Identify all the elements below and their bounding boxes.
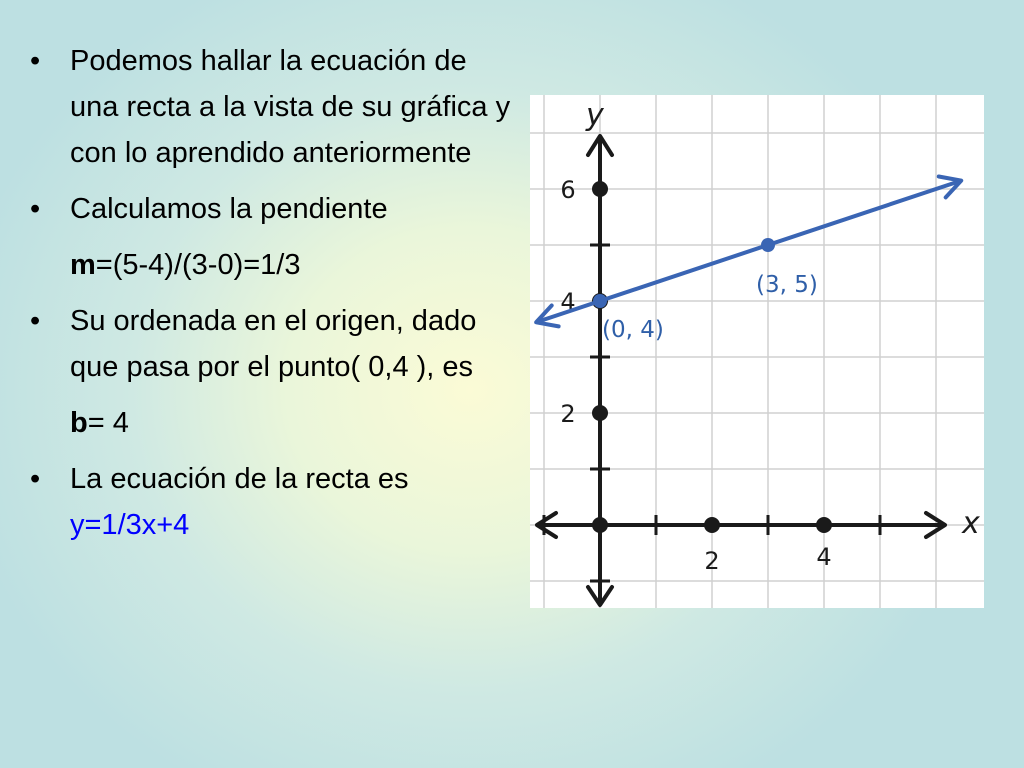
x-tick-label: 2: [704, 547, 720, 575]
point-3-5: [761, 238, 775, 252]
y-axis-label: y: [586, 98, 604, 133]
graph-panel: [530, 95, 984, 608]
point-label: (3, 5): [756, 272, 818, 298]
bullet-text: Su ordenada en el origen, dado que pasa por el punto( 0,4 ), es: [70, 305, 477, 383]
intercept-formula: [28, 400, 518, 446]
point-label: (0, 4): [602, 317, 664, 343]
y-tick-label: 4: [560, 288, 576, 316]
x-tick-dot: [592, 517, 608, 533]
y-tick-label: 6: [560, 176, 576, 204]
y-tick-dot: [592, 405, 608, 421]
bullet-dot: •: [30, 193, 41, 225]
bullet-dot: •: [30, 305, 41, 337]
coordinate-graph: [530, 95, 984, 608]
bullet-text: Calculamos la pendiente: [70, 193, 388, 225]
slide-text: [28, 38, 518, 548]
y-tick-label: 2: [560, 400, 576, 428]
slope-formula: [28, 242, 518, 288]
bullet-dot: •: [30, 463, 41, 495]
x-axis-label: x: [962, 506, 980, 541]
x-tick-dot: [816, 517, 832, 533]
point-0-4: [593, 294, 607, 308]
bullet-text: La ecuación de la recta es: [70, 463, 409, 495]
bullet-item: [28, 456, 518, 548]
slope-symbol: m: [70, 249, 96, 281]
x-tick-dot: [704, 517, 720, 533]
bullet-dot: •: [30, 45, 41, 77]
bullet-text: Podemos hallar la ecuación de una recta a la vista de su gráfica y con lo aprendido anteriormente: [70, 45, 511, 169]
equation-highlight: y=1/3x+4: [70, 509, 190, 541]
intercept-symbol: b: [70, 407, 88, 439]
bullet-item: [28, 186, 518, 232]
x-tick-label: 4: [816, 543, 832, 571]
intercept-expression: = 4: [87, 407, 129, 439]
y-tick-dot: [592, 181, 608, 197]
bullet-item: [28, 298, 518, 390]
slope-expression: =(5-4)/(3-0)=1/3: [95, 249, 301, 281]
bullet-item: [28, 38, 518, 176]
